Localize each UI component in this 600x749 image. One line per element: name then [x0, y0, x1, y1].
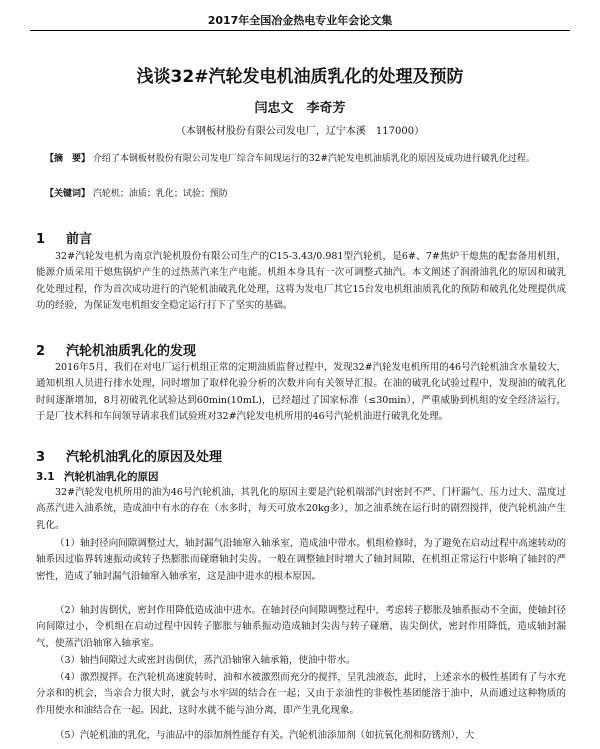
section-title: 前言 [66, 232, 93, 247]
header-rule [30, 30, 570, 31]
section-heading-cause [36, 446, 222, 465]
paragraph-intro: 32#汽轮发电机为南京汽轮机股份有限公司生产的C15-3.43/0.981型汽轮机，是6#、7#焦炉干熄焦的配套备用机组，能源介质采用干熄焦锅炉产生的过热蒸汽来生产电能。机组本身具有一次可调整式抽汽。本文阐述了润滑油乳化的原因和破乳化处理过程，作为首次成功进行的汽轮机油破乳化处理，这将为发电厂其它15台发电机组油质乳化的预防和破乳化处理提供成功的经验，为保证发电机组安全稳定运行打下了坚实的基础。 [36, 251, 566, 312]
subsection-heading-cause [36, 469, 159, 484]
abstract [45, 152, 560, 167]
keywords [45, 186, 560, 199]
journal-header: 2017年全国冶金热电专业年会论文集 [207, 14, 393, 27]
section-number: 2 [36, 344, 46, 359]
keywords-label: 【关键词】 [45, 189, 91, 199]
subsection-number: 3.1 [36, 471, 55, 483]
paragraph-cause-4: （4）激烈搅拌。在汽轮机高速旋转时，油和水被激烈而充分的搅拌，呈乳浊液态，此时，上述亲水的极性基团有了与水充分亲和的机会，当亲合力很大时，就会与水牢固的结合在一起；又由于亲油性的非极性基团能溶于油中，从而通过这种物质的作用使水和油结合在一起。因此，这时水就不能与油分离，即产生乳化现象。 [36, 672, 566, 716]
section-heading-discovery [36, 340, 196, 359]
paper-affiliation: （本钢板材股份有限公司发电厂，辽宁本溪 117000） [175, 126, 425, 137]
section-title: 汽轮机油乳化的原因及处理 [66, 450, 223, 465]
paper-title: 浅谈32#汽轮发电机油质乳化的处理及预防 [136, 67, 464, 87]
section-heading-intro [36, 228, 92, 247]
paragraph-cause-3: （3）轴挡间隙过大或密封齿倒伏，蒸汽沿轴窜入轴承箱，使油中带水。 [55, 655, 356, 666]
paragraph-cause-1: （1）轴封径向间隙调整过大，轴封漏气沿轴窜入轴承室，造成油中带水。机组检修时，为了避免在启动过程中高速转动的轴系因过临界转速振动或转子热膨胀而碰磨轴封尖齿。一般在调整轴封时增大了轴封间隙，在机组正常运行中影响了轴封的严密性，造成了轴封漏气沿轴窜入轴承室，这是油中进水的根本原因。 [36, 538, 566, 582]
keywords-text: 汽轮机；油质；乳化；试验；预防 [92, 189, 228, 199]
abstract-label: 【摘 要】 [45, 154, 91, 164]
paragraph-cause-intro: 32#汽轮发电机所用的油为46号汽轮机油，其乳化的原因主要是汽轮机端部汽封密封不严、门杆漏气、压力过大、温度过高蒸汽进入油系统，造成油中有水的存在（水多时，每天可放水20kg多），加之油系统在运行时的剧烈搅拌，使汽轮机油产生乳化。 [36, 487, 566, 531]
paper-authors: 闫忠文 李奇芳 [254, 101, 346, 116]
paragraph-cause-2: （2）轴封齿倒伏，密封作用降低造成油中进水。在轴封径向间隙调整过程中，考虑转子膨胀及轴系振动不全面，使轴封径向间隙过小，令机组在启动过程中因转子膨胀与轴系振动造成轴封尖齿与转子碰磨，齿尖倒伏，密封作用降低，造成轴封漏气，使蒸汽沿轴窜入轴承室。 [36, 605, 566, 649]
section-number: 1 [36, 232, 46, 247]
section-number: 3 [36, 450, 46, 465]
paragraph-discovery: 2016年5月，我们在对电厂运行机组正常的定期油质监督过程中，发现32#汽轮发电机所用的46号汽轮机油含水量较大，通知机组人员进行排水处理，同时增加了取样化验分析的次数并向有关领导汇报。在油的破乳化试验过程中，发现油的破乳化时间逐渐增加，8月初破乳化试验达到60min(10mL)，已经超过了国家标准（≤30min），严重威胁到机组的安全经济运行，于是厂技术科和车间领导请求我们试验班对32#汽轮发电机所用的46号汽轮机油进行破乳化处理。 [36, 362, 566, 423]
paragraph-cause-5: （5）汽轮机油的乳化，与油品中的添加剂性能存有关。汽轮机油添加剂（如抗氧化剂和防锈剂），大 [55, 730, 475, 741]
subsection-title: 汽轮机油乳化的原因 [64, 471, 159, 483]
section-title: 汽轮机油质乳化的发现 [66, 344, 197, 359]
abstract-text: 介绍了本钢板材股份有限公司发电厂综合车间现运行的32#汽轮发电机油质乳化的原因及成功进行破乳化过程。 [92, 154, 535, 164]
